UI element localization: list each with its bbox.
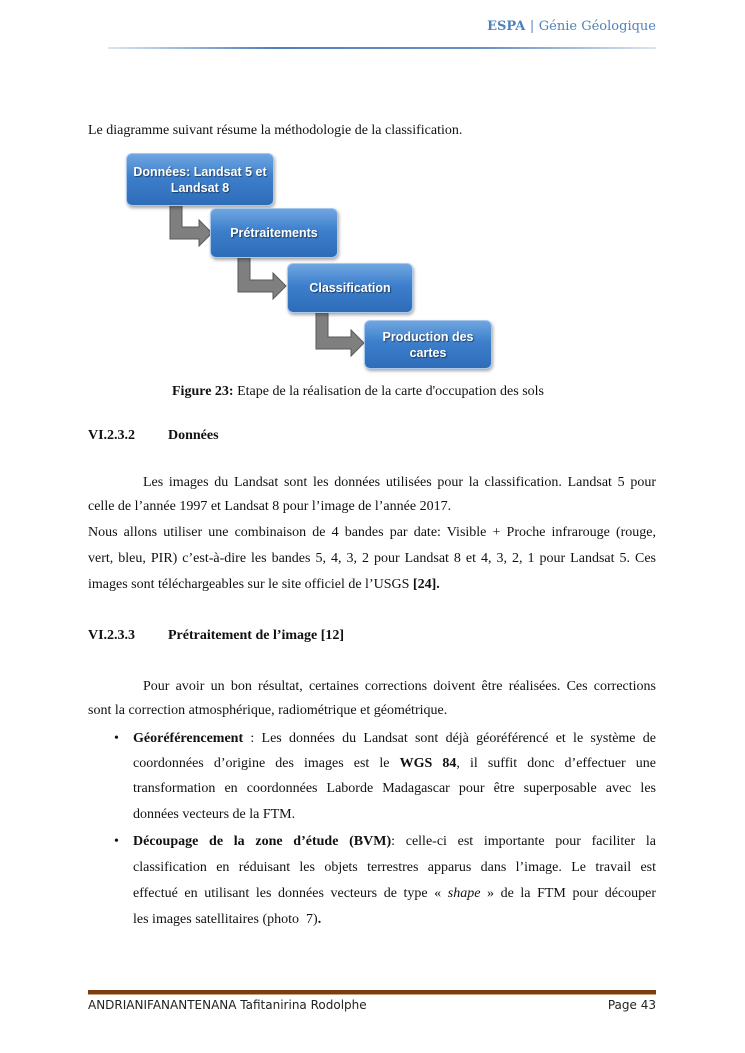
diagram-box-classification: Classification [287, 263, 413, 313]
bullet-line [133, 859, 656, 877]
paragraph-line [88, 576, 440, 594]
text-run: Pour avoir un bon résultat, certaines corrections doivent être réalisées. Ces corrections [143, 679, 656, 694]
text-run: effectué en utilisant les données vecteurs de type « [133, 886, 448, 901]
text-run: : Les données du Landsat sont déjà géoréférencé et le système de [243, 731, 656, 746]
bold-text: VI.2.3.3 [88, 628, 136, 643]
text-run: images sont téléchargeables sur le site officiel de l’USGS [88, 577, 413, 592]
bold-text: Découpage de la zone d’étude (BVM) [133, 834, 392, 849]
text-run: coordonnées d’origine des images est le [133, 756, 400, 771]
text-run: les images satellitaires (photo 7) [133, 912, 318, 927]
paragraph-line [88, 550, 656, 568]
running-header [487, 19, 656, 34]
paragraph-line [88, 702, 447, 720]
bullet-icon: • [114, 834, 119, 849]
diagram-box-map-production: Production des cartes [364, 320, 492, 369]
figure-caption [172, 383, 544, 401]
paragraph-line [88, 498, 451, 516]
bold-text: Géoréférencement [133, 731, 244, 746]
bold-text: Données [168, 428, 219, 443]
bold-text: WGS 84 [399, 756, 457, 771]
bullet-line [133, 885, 656, 903]
arrow-icon [311, 308, 371, 360]
text-run: Les images du Landsat sont les données utilisées pour la classification. Landsat 5 pour [143, 475, 656, 490]
bullet-line [133, 806, 295, 824]
footer-page-number: Page 43 [607, 998, 656, 1012]
bullet-line [133, 833, 656, 851]
bullet-line [133, 911, 321, 929]
text-run: Nous allons utiliser une combinaison de 4 bandes par date: Visible + Proche infrarouge (rouge, [88, 525, 656, 540]
paragraph-line [143, 678, 656, 696]
arrow-icon [233, 253, 293, 303]
intro-text [88, 122, 462, 140]
bold-text: [24]. [412, 577, 440, 592]
text-run: vert, bleu, PIR) c’est-à-dire les bandes 5, 4, 3, 2 pour Landsat 8 et 4, 3, 2, 1 pour Landsat 5. Ces [88, 551, 656, 566]
bullet-line [133, 730, 656, 748]
text-run: celle de l’année 1997 et Landsat 8 pour l’image de l’année 2017. [88, 499, 452, 514]
diagram-box-preprocessing: Prétraitements [210, 208, 338, 258]
header-separator: | [529, 19, 535, 34]
footer-rule [88, 990, 656, 995]
header-org: ESPA [487, 19, 526, 34]
paragraph-line [88, 524, 656, 542]
section-title [168, 427, 219, 445]
header-subtitle: Génie Géologique [538, 19, 656, 34]
text-run: , il suffit donc d’effectuer une [456, 756, 656, 771]
text-run: : celle-ci est importante pour faciliter la [391, 834, 656, 849]
bold-text: Prétraitement de l’image [12] [168, 628, 345, 643]
text-run: » de la FTM pour découper [480, 886, 656, 901]
bullet-icon: • [114, 731, 119, 746]
text-run: sont la correction atmosphérique, radiométrique et géométrique. [88, 703, 448, 718]
text-run: Etape de la réalisation de la carte d'occupation des sols [233, 384, 544, 399]
text-run: classification en réduisant les objets terrestres apparus dans l’image. Le travail est [133, 860, 656, 875]
paragraph-line [143, 474, 656, 492]
bullet-line [133, 755, 656, 773]
bullet-line [133, 780, 656, 798]
diagram-box-data: Données: Landsat 5 et Landsat 8 [126, 153, 274, 206]
text-run: données vecteurs de la FTM. [133, 807, 296, 822]
bold-text: VI.2.3.2 [88, 428, 136, 443]
bold-text: . [317, 912, 322, 927]
section-number [88, 627, 135, 645]
bold-text: Figure 23: [172, 384, 234, 399]
text-run: Le diagramme suivant résume la méthodologie de la classification. [88, 123, 463, 138]
text-run: transformation en coordonnées Laborde Madagascar pour être superposable avec les [133, 781, 656, 796]
footer-author: ANDRIANIFANANTENANA Tafitanirina Rodolphe [88, 998, 367, 1012]
italic-text: shape [447, 886, 481, 901]
section-title [168, 627, 344, 645]
header-rule [108, 47, 656, 49]
section-number [88, 427, 135, 445]
